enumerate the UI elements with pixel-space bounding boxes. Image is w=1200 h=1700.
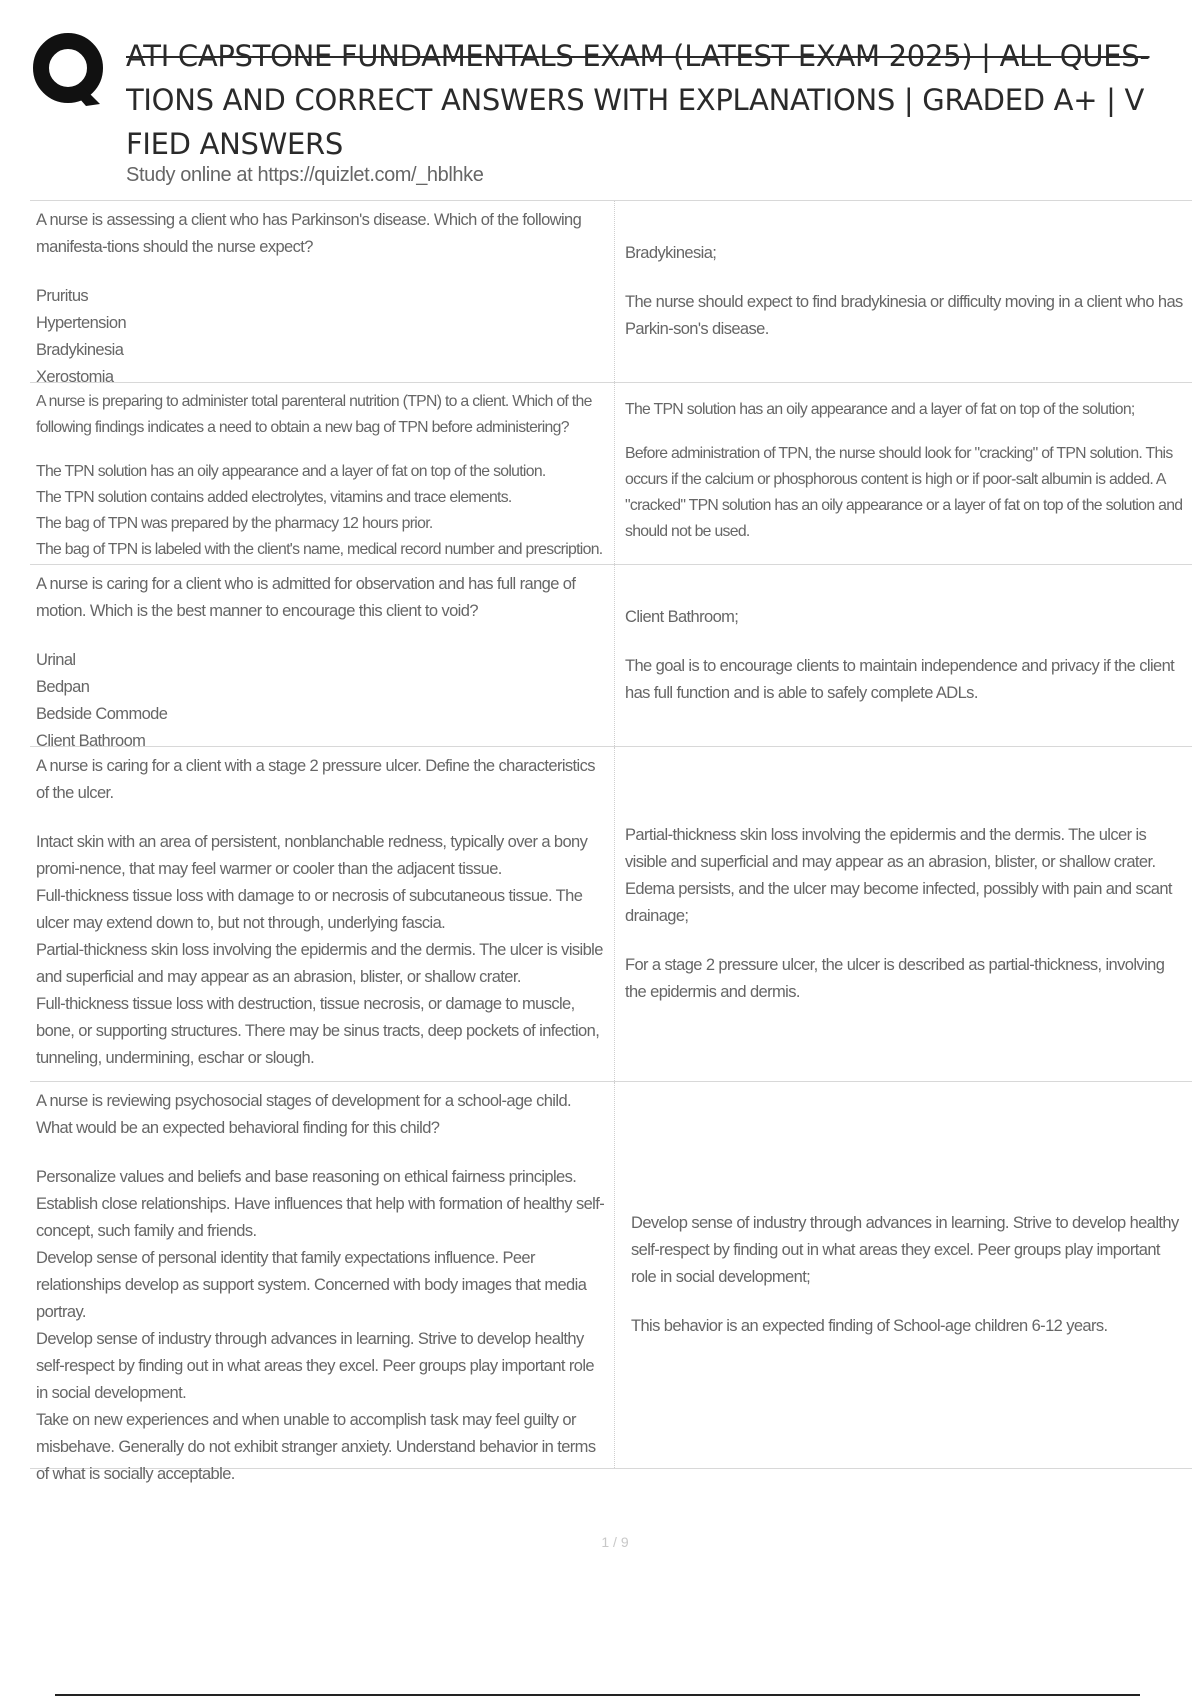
title-line-1: ATI CAPSTONE FUNDAMENTALS EXAM (LATEST EXAM 2025) | ALL QUES- [126,39,1150,73]
answer-option: The TPN solution has an oily appearance and a layer of fat on top of the solution. [36,463,546,480]
answer-option: Xerostomia [36,368,114,386]
explanation: For a stage 2 pressure ulcer, the ulcer is described as partial-thickness, involving the epidermis and dermis. [625,956,1165,1001]
answer-option: Pruritus [36,287,89,305]
answer-option: Full-thickness tissue loss with damage to or necrosis of subcutaneous tissue. The ulcer may extend down to, but not through, underlying fascia. [36,887,583,932]
answer-option: Partial-thickness skin loss involving the epidermis and the dermis. The ulcer is visible and superficial and may appear as an abrasion, blister, or shallow crater. [36,941,603,986]
explanation: The nurse should expect to find bradykinesia or difficulty moving in a client who has Parkin-son's disease. [625,293,1183,338]
answer-option: Full-thickness tissue loss with destruction, tissue necrosis, or damage to muscle, bone, or supporting structures. There may be sinus tracts, deep pockets of infection, tunneling, undermining, eschar or slough. [36,995,600,1067]
document-title [126,34,1200,166]
flashcard-term [30,565,615,750]
correct-answer: Develop sense of industry through advances in learning. Strive to develop healthy self-respect by finding out in what areas they excel. Peer groups play important role in social development; [631,1214,1179,1286]
flashcard [30,564,1192,750]
answer-option: Personalize values and beliefs and base reasoning on ethical fairness principles. Establish close relationships. Have influences that help with formation of healthy self-concept, such family and friends. [36,1168,605,1240]
question-text: A nurse is caring for a client with a stage 2 pressure ulcer. Define the characteristics of the ulcer. [36,757,595,802]
flashcard-definition [615,1082,1192,1468]
correct-answer: The TPN solution has an oily appearance and a layer of fat on top of the solution; [625,401,1135,418]
flashcard [30,382,1192,564]
question-text: A nurse is preparing to administer total parenteral nutrition (TPN) to a client. Which of the following findings indicates a need to obtain a new bag of TPN before administering? [36,393,592,436]
answer-option: Bedpan [36,678,90,696]
answer-option: Bradykinesia [36,341,124,359]
answer-option: The bag of TPN was prepared by the pharmacy 12 hours prior. [36,515,433,532]
flashcard [30,200,1192,386]
answer-option: Hypertension [36,314,127,332]
answer-option: Take on new experiences and when unable to accomplish task may feel guilty or misbehave. Generally do not exhibit stranger anxiety. Understand behavior in terms of what is socially acceptable. [36,1411,596,1483]
flashcard-term [30,747,615,1081]
page-number: 1 / 9 [601,1534,629,1550]
answer-option: The bag of TPN is labeled with the client's name, medical record number and prescription. [36,541,603,558]
explanation: Before administration of TPN, the nurse should look for "cracking" of TPN solution. This occurs if the calcium or phosphorous content is high or if poor-salt albumin is added. A "cracked" TPN solution has an oily appearance or a layer of fat on top of the solution and should not be used. [625,445,1183,540]
question-text: A nurse is assessing a client who has Parkinson's disease. Which of the following manifesta-tions should the nurse expect? [36,211,582,256]
question-text: A nurse is caring for a client who is admitted for observation and has full range of motion. Which is the best manner to encourage this client to void? [36,575,576,620]
answer-option: Intact skin with an area of persistent, nonblanchable redness, typically over a bony promi-nence, that may feel warmer or cooler than the adjacent tissue. [36,833,588,878]
correct-answer: Partial-thickness skin loss involving the epidermis and the dermis. The ulcer is visible and superficial and may appear as an abrasion, blister, or shallow crater. Edema persists, and the ulcer may become infected, possibly with pain and scant drainage; [625,826,1172,925]
flashcard-definition [615,383,1192,564]
flashcard-term [30,201,615,386]
correct-answer: Bradykinesia; [625,244,717,262]
study-online-link[interactable]: Study online at https://quizlet.com/_hblhke [126,164,484,186]
quizlet-logo-icon [30,30,110,110]
flashcard-definition [615,747,1192,1081]
flashcard-term [30,1082,615,1483]
answer-option: Urinal [36,651,76,669]
flashcard [30,1081,1192,1483]
flashcard-list [30,200,1192,1483]
answer-option: Develop sense of industry through advances in learning. Strive to develop healthy self-respect by finding out in what areas they excel. Peer groups play important role in social development. [36,1330,594,1402]
title-line-3: FIED ANSWERS [126,127,344,161]
answer-option: Develop sense of personal identity that family expectations influence. Peer relationships develop as support system. Concerned with body images that media portray. [36,1249,587,1321]
explanation: The goal is to encourage clients to maintain independence and privacy if the client has full function and is able to safely complete ADLs. [625,657,1175,702]
answer-option: Bedside Commode [36,705,168,723]
flashcard-definition [615,565,1192,746]
footer-divider [55,1694,1140,1696]
flashcard-term [30,383,615,564]
title-line-2: TIONS AND CORRECT ANSWERS WITH EXPLANATIONS | GRADED A+ | V [126,83,1145,117]
document-header [30,30,1190,190]
flashcard-definition [615,201,1192,382]
question-text: A nurse is reviewing psychosocial stages of development for a school-age child. What would be an expected behavioral finding for this child? [36,1092,571,1137]
answer-option: The TPN solution contains added electrolytes, vitamins and trace elements. [36,489,512,506]
correct-answer: Client Bathroom; [625,608,739,626]
explanation: This behavior is an expected finding of School-age children 6-12 years. [631,1317,1108,1335]
answer-option: Client Bathroom [36,732,146,750]
flashcard [30,746,1192,1081]
